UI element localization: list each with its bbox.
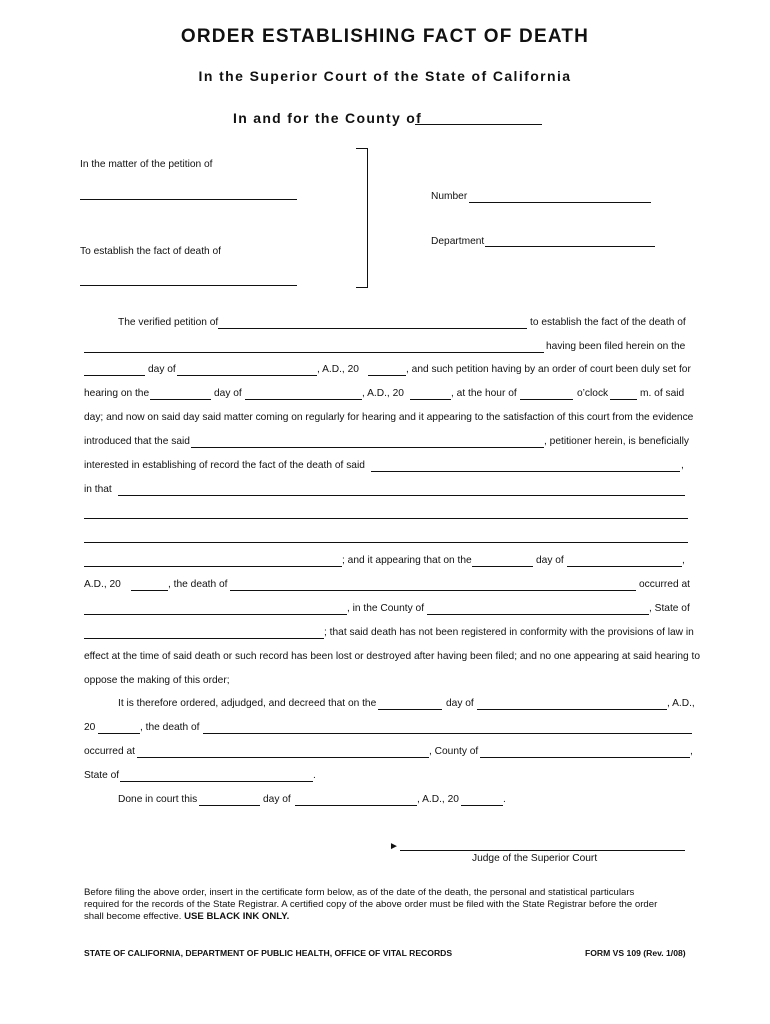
- decedent-name-blank[interactable]: [84, 352, 544, 353]
- body-text: in that: [84, 484, 112, 495]
- decedent-name-blank-3[interactable]: [230, 590, 636, 591]
- decedent-blank[interactable]: [80, 285, 297, 286]
- signature-arrow: ►: [389, 841, 399, 852]
- county-blank-line[interactable]: [415, 124, 542, 125]
- body-text: hearing on the: [84, 388, 150, 399]
- occurred-at-blank[interactable]: [137, 757, 429, 758]
- done-year-blank[interactable]: [461, 805, 503, 806]
- filed-month-blank[interactable]: [177, 375, 317, 376]
- body-text: oppose the making of this order;: [84, 675, 230, 686]
- body-text: occurred at: [639, 579, 690, 590]
- body-text: , A.D., 20: [317, 364, 359, 375]
- bracket-bottom: [356, 287, 368, 288]
- reason-blank-2[interactable]: [84, 518, 688, 519]
- department-label: Department: [431, 236, 485, 247]
- judge-signature-line[interactable]: [400, 850, 685, 851]
- reason-blank-3[interactable]: [84, 542, 688, 543]
- body-text: ,: [681, 460, 684, 471]
- hearing-year-blank[interactable]: [410, 399, 451, 400]
- hearing-hour-blank[interactable]: [520, 399, 573, 400]
- order-month-blank[interactable]: [477, 709, 667, 710]
- decedent-name-blank-2[interactable]: [371, 471, 680, 472]
- body-text: ; that said death has not been registered in conformity with the provisions of law in: [324, 627, 694, 638]
- death-month-blank[interactable]: [567, 566, 682, 567]
- number-label: Number: [431, 191, 468, 202]
- reason-blank-4[interactable]: [84, 566, 342, 567]
- order-county-blank[interactable]: [480, 757, 690, 758]
- death-county-blank[interactable]: [427, 614, 649, 615]
- instructions-line-2: required for the records of the State Registrar. A certified copy of the above order must be filed with the State Registrar before the order: [84, 899, 658, 910]
- matter-label: In the matter of the petition of: [80, 159, 213, 170]
- body-text: day of: [263, 794, 291, 805]
- petitioner-blank[interactable]: [80, 199, 297, 200]
- death-year-blank[interactable]: [131, 590, 168, 591]
- body-text: .: [313, 770, 316, 781]
- body-text: ,: [690, 746, 693, 757]
- body-text: occurred at: [84, 746, 135, 757]
- body-text: A.D., 20: [84, 579, 121, 590]
- county-heading: In and for the County of: [233, 110, 423, 126]
- body-text: , the death of: [168, 579, 228, 590]
- body-text: Done in court this: [118, 794, 198, 805]
- done-month-blank[interactable]: [295, 805, 417, 806]
- petitioner-name-blank[interactable]: [218, 328, 527, 329]
- body-text: , at the hour of: [451, 388, 517, 399]
- body-text: , and such petition having by an order of court been duly set for: [406, 364, 691, 375]
- body-text: interested in establishing of record the fact of the death of said: [84, 460, 365, 471]
- body-text: , County of: [429, 746, 479, 757]
- body-text: to establish the fact of the death of: [530, 317, 686, 328]
- petitioner-blank-2[interactable]: [191, 447, 544, 448]
- judge-label: Judge of the Superior Court: [472, 853, 598, 864]
- footer-agency: STATE OF CALIFORNIA, DEPARTMENT OF PUBLIC HEALTH, OFFICE OF VITAL RECORDS: [84, 948, 453, 958]
- death-state-blank[interactable]: [84, 638, 324, 639]
- instructions-line-3: [84, 911, 289, 923]
- hearing-month-blank[interactable]: [245, 399, 362, 400]
- bracket-vertical: [367, 148, 368, 288]
- order-day-blank[interactable]: [378, 709, 442, 710]
- body-text: effect at the time of said death or such record has been lost or destroyed after having been filed; and no one appearing at said hearing to: [84, 651, 700, 662]
- body-text: , petitioner herein, is beneficially: [544, 436, 689, 447]
- body-text: 20: [84, 722, 96, 733]
- body-text: The verified petition of: [118, 317, 219, 328]
- reason-blank-1[interactable]: [118, 495, 685, 496]
- am-pm-blank[interactable]: [610, 399, 637, 400]
- order-year-blank[interactable]: [98, 733, 140, 734]
- body-text: day of: [148, 364, 176, 375]
- instructions-line-1: Before filing the above order, insert in the certificate form below, as of the date of the death, the personal and statistical particulars: [84, 887, 635, 898]
- number-blank[interactable]: [469, 202, 651, 203]
- decedent-name-blank-4[interactable]: [203, 733, 692, 734]
- body-text: , State of: [649, 603, 690, 614]
- court-heading: In the Superior Court of the State of California: [198, 68, 572, 84]
- department-blank[interactable]: [485, 246, 655, 247]
- order-state-blank[interactable]: [120, 781, 313, 782]
- body-text: , in the County of: [347, 603, 425, 614]
- body-text: , A.D.,: [667, 698, 695, 709]
- establish-label: To establish the fact of death of: [80, 246, 222, 257]
- form-title: ORDER ESTABLISHING FACT OF DEATH: [180, 26, 590, 47]
- instructions-text: shall become effective.: [84, 911, 182, 922]
- body-text: .: [503, 794, 506, 805]
- ink-notice: USE BLACK INK ONLY.: [184, 911, 290, 922]
- body-text: introduced that the said: [84, 436, 190, 447]
- body-text: State of: [84, 770, 120, 781]
- body-text: having been filed herein on the: [546, 341, 686, 352]
- body-text: day of: [446, 698, 474, 709]
- body-text: , A.D., 20: [417, 794, 459, 805]
- body-text: , the death of: [140, 722, 200, 733]
- filed-day-blank[interactable]: [84, 375, 145, 376]
- body-text: day of: [214, 388, 242, 399]
- filed-year-blank[interactable]: [368, 375, 406, 376]
- body-text: ; and it appearing that on the: [342, 555, 472, 566]
- body-text: o’clock: [577, 388, 609, 399]
- body-text: day; and now on said day said matter coming on regularly for hearing and it appearing to the satisfaction of this court from the evidence: [84, 412, 694, 423]
- body-text: ,: [682, 555, 685, 566]
- body-text: m. of said: [640, 388, 685, 399]
- hearing-day-blank[interactable]: [150, 399, 211, 400]
- body-text: , A.D., 20: [362, 388, 404, 399]
- body-text: day of: [536, 555, 564, 566]
- death-day-blank[interactable]: [472, 566, 533, 567]
- death-place-blank[interactable]: [84, 614, 347, 615]
- body-text: It is therefore ordered, adjudged, and decreed that on the: [118, 698, 377, 709]
- form-number: FORM VS 109 (Rev. 1/08): [585, 948, 686, 958]
- done-day-blank[interactable]: [199, 805, 260, 806]
